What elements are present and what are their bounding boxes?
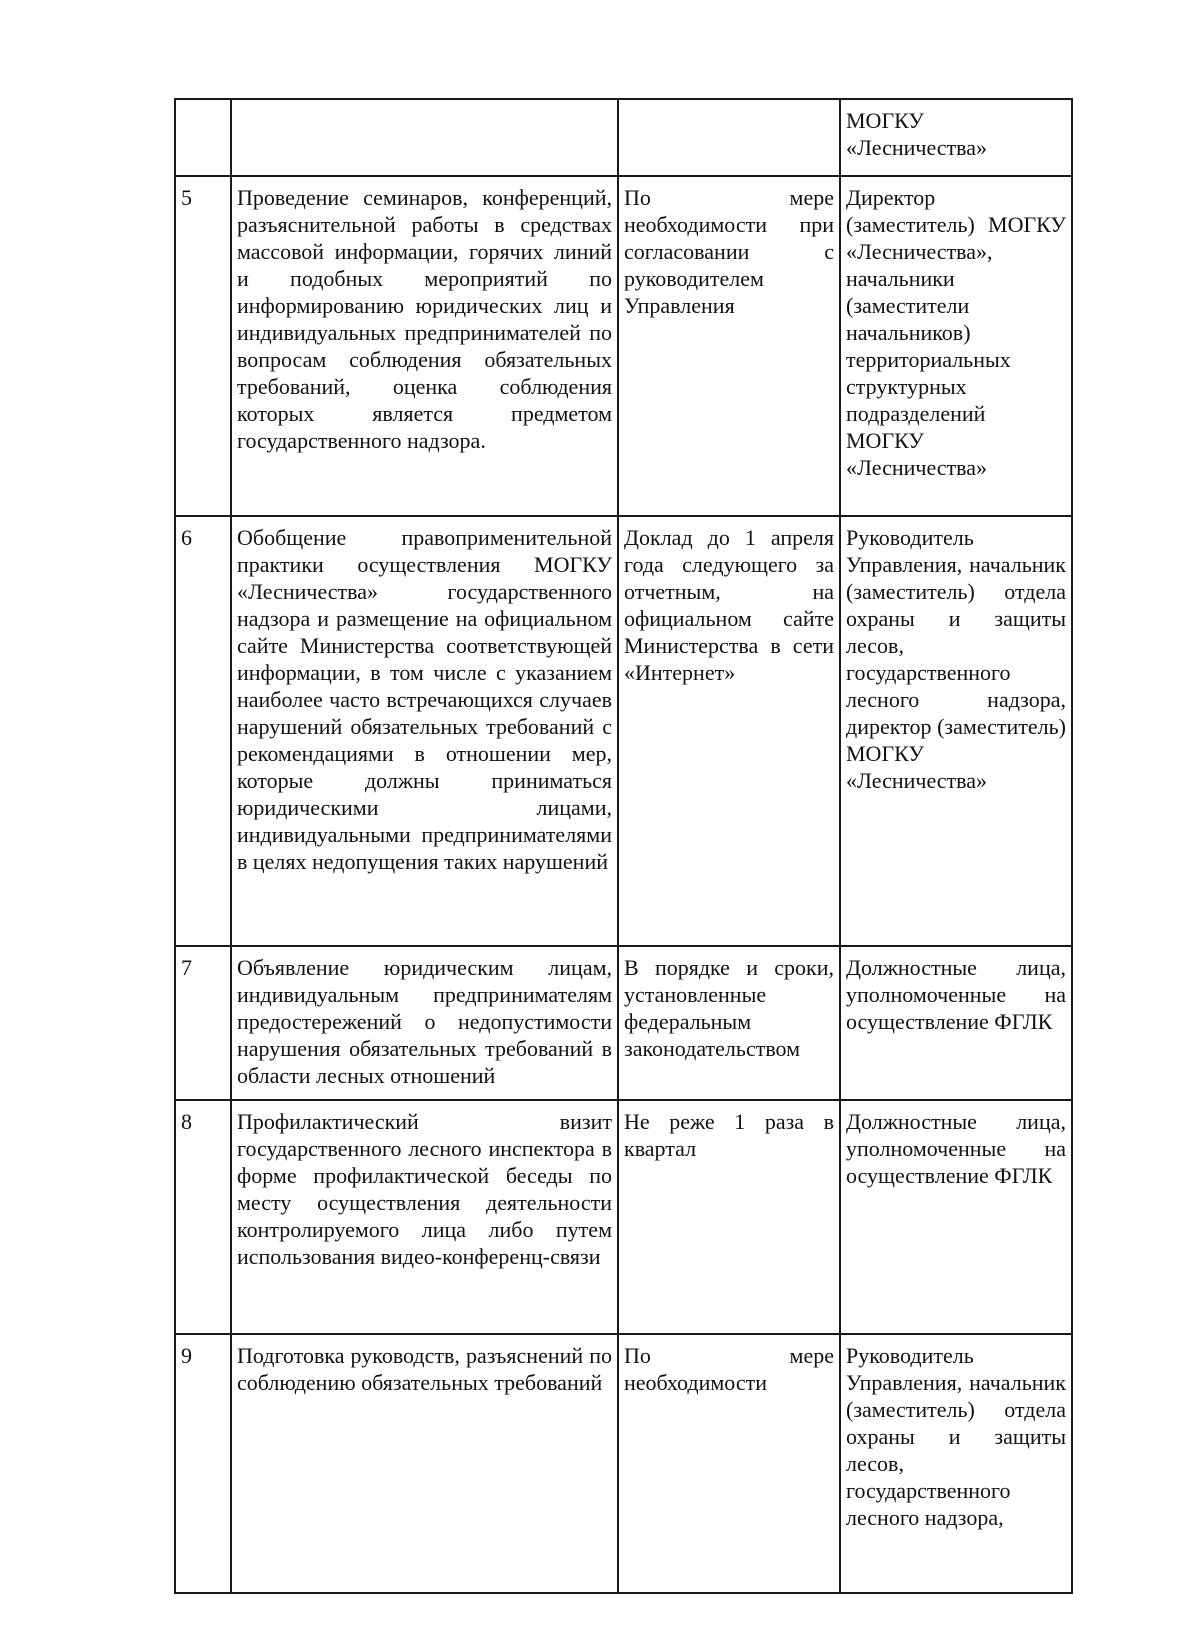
table-row (175, 176, 1072, 516)
activity-cell: Проведение семинаров, конференций, разъяснительной работы в средствах массовой информации, горячих линий и подобных мероприятий по информированию юридических лиц и индивидуальных предпринимателей по вопросам соблюдения обязательных требований, оценка соблюдения которых является предметом государственного надзора. (231, 176, 618, 516)
row-number: 7 (175, 946, 231, 1100)
row-number: 6 (175, 516, 231, 946)
row-number: 9 (175, 1334, 231, 1593)
table-row (175, 1100, 1072, 1334)
responsible-cell: Руководитель Управления, начальник (заместитель) отдела охраны и защиты лесов, государственного лесного надзора, директор (заместитель) МОГКУ «Лесничества» (840, 516, 1072, 946)
term-cell: В порядке и сроки, установленные федеральным законодательством (618, 946, 840, 1100)
activity-cell (231, 99, 618, 176)
table-row (175, 946, 1072, 1100)
table-row (175, 1334, 1072, 1593)
table-row (175, 516, 1072, 946)
activity-cell: Объявление юридическим лицам, индивидуальным предпринимателям предостережений о недопустимости нарушения обязательных требований в области лесных отношений (231, 946, 618, 1100)
responsible-cell: МОГКУ «Лесничества» (840, 99, 1072, 176)
responsible-cell: Руководитель Управления, начальник (заместитель) отдела охраны и защиты лесов, государственного лесного надзора, (840, 1334, 1072, 1593)
row-number: 5 (175, 176, 231, 516)
table-row (175, 99, 1072, 176)
term-cell: Не реже 1 раза в квартал (618, 1100, 840, 1334)
term-cell: Доклад до 1 апреля года следующего за отчетным, на официальном сайте Министерства в сети «Интернет» (618, 516, 840, 946)
measures-table (174, 98, 1073, 1594)
activity-cell: Обобщение правоприменительной практики осуществления МОГКУ «Лесничества» государственного надзора и размещение на официальном сайте Министерства соответствующей информации, в том числе с указанием наиболее часто встречающихся случаев нарушений обязательных требований с рекомендациями в отношении мер, которые должны приниматься юридическими лицами, индивидуальными предпринимателями в целях недопущения таких нарушений (231, 516, 618, 946)
row-number (175, 99, 231, 176)
term-cell: По мере необходимости при согласовании с руководителем Управления (618, 176, 840, 516)
activity-cell: Подготовка руководств, разъяснений по соблюдению обязательных требований (231, 1334, 618, 1593)
responsible-cell: Директор (заместитель) МОГКУ «Лесничества», начальники (заместители начальников) территориальных структурных подразделений МОГКУ «Лесничества» (840, 176, 1072, 516)
responsible-cell: Должностные лица, уполномоченные на осуществление ФГЛК (840, 1100, 1072, 1334)
row-number: 8 (175, 1100, 231, 1334)
activity-cell: Профилактический визит государственного лесного инспектора в форме профилактической беседы по месту осуществления деятельности контролируемого лица либо путем использования видео-конференц-связи (231, 1100, 618, 1334)
term-cell: По мере необходимости (618, 1334, 840, 1593)
responsible-cell: Должностные лица, уполномоченные на осуществление ФГЛК (840, 946, 1072, 1100)
term-cell (618, 99, 840, 176)
